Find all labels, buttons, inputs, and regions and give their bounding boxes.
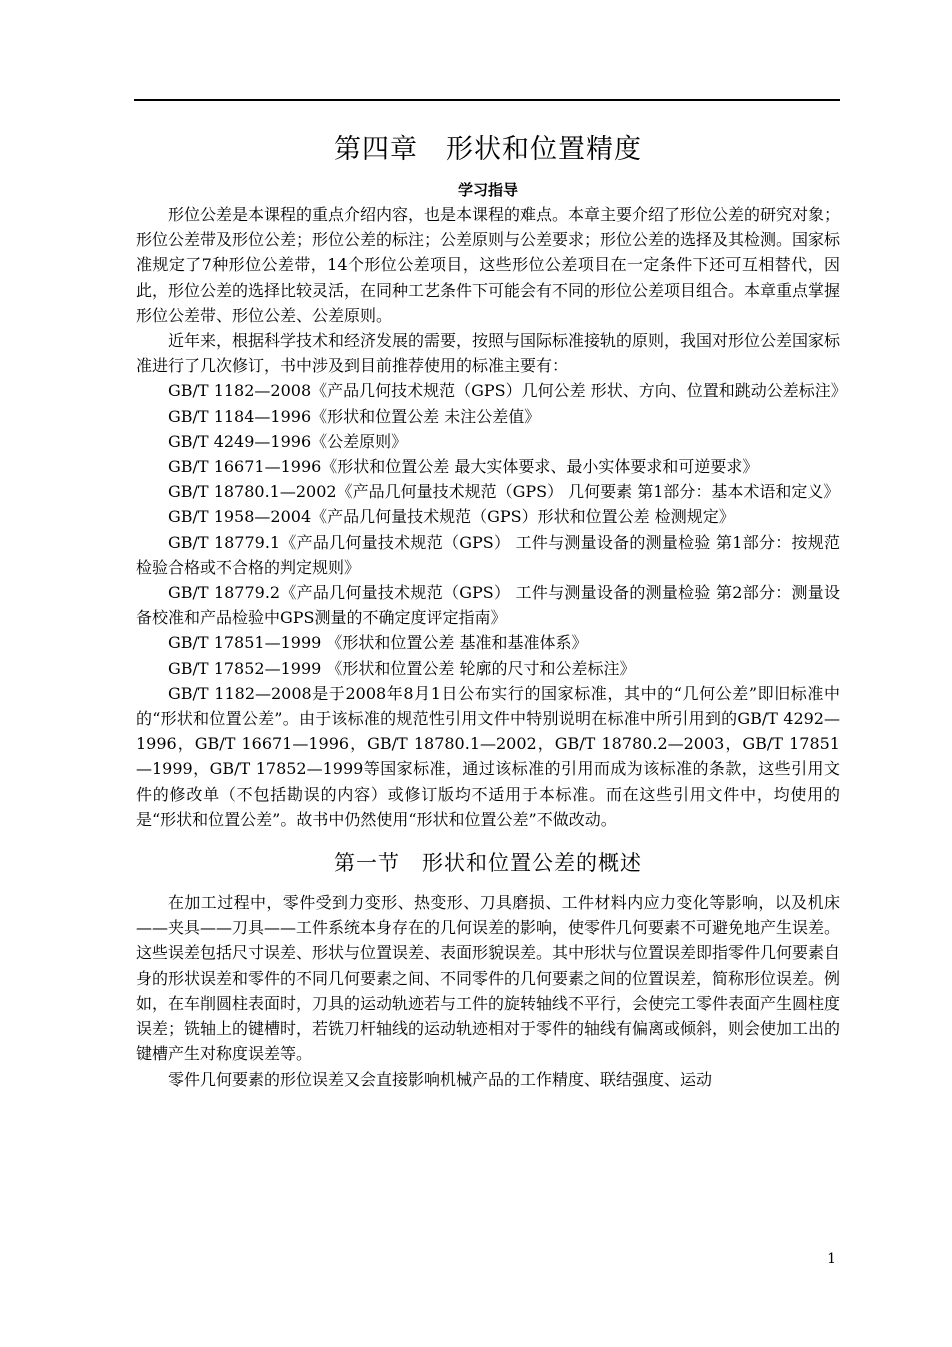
standard-item: GB/T 17851—1999 《形状和位置公差 基准和基准体系》 [168, 633, 588, 653]
header-rule [134, 99, 840, 101]
section-title: 第一节 形状和位置公差的概述 [334, 851, 642, 876]
standard-item: GB/T 1182—2008《产品几何技术规范（GPS）几何公差 形状、方向、位置和跳动公差标注》 [168, 381, 847, 401]
guide-paragraph: 形位公差是本课程的重点介绍内容，也是本课程的难点。本章主要介绍了形位公差的研究对象；形位公差带及形位公差；形位公差的标注；公差原则与公差要求；形位公差的选择及其检测。国家标准规定了7种形位公差带，14个形位公差项目，这些形位公差项目在一定条件下还可互相替代，因此，形位公差的选择比较灵活，在同种工艺条件下可能会有不同的形位公差项目组合。本章重点掌握形位公差带、形位公差、公差原则。 [136, 205, 841, 325]
standard-note-paragraph: GB/T 1182—2008是于2008年8月1日公布实行的国家标准，其中的“几何公差”即旧标准中的“形状和位置公差”。由于该标准的规范性引用文件中特别说明在标准中所引用到的GB/T 4292—1996，GB/T 16671—1996，GB/T 18780.1—2002，GB/T 18780.2—2003，GB/T 17851—1999，GB/T 17852—1999等国家标准，通过该标准的引用而成为该标准的条款，这些引用文件的修改单（不包括勘误的内容）或修订版均不适用于本标准。而在这些引用文件中，均使用的是“形状和位置公差”。故书中仍然使用“形状和位置公差”不做改动。 [136, 683, 840, 829]
section-paragraph: 零件几何要素的形位误差又会直接影响机械产品的工作精度、联结强度、运动 [168, 1069, 713, 1089]
chapter-title: 第四章 形状和位置精度 [334, 134, 642, 165]
standard-item: GB/T 1958—2004《产品几何量技术规范（GPS）形状和位置公差 检测规定》 [168, 507, 735, 527]
standard-item: GB/T 18779.2《产品几何量技术规范（GPS） 工件与测量设备的测量检验 第2部分：测量设备校准和产品检验中GPS测量的不确定度评定指南》 [136, 583, 840, 628]
page-content [136, 130, 847, 1092]
standard-item: GB/T 16671—1996《形状和位置公差 最大实体要求、最小实体要求和可逆要求》 [168, 457, 759, 477]
study-guide-heading: 学习指导 [457, 181, 518, 199]
standard-item: GB/T 1184—1996《形状和位置公差 未注公差值》 [168, 406, 541, 426]
standard-item: GB/T 18780.1—2002《产品几何量技术规范（GPS） 几何要素 第1部分：基本术语和定义》 [168, 482, 840, 502]
page-number: 1 [827, 1251, 836, 1267]
standard-item: GB/T 4249—1996《公差原则》 [168, 431, 408, 451]
standard-item: GB/T 17852—1999 《形状和位置公差 轮廓的尺寸和公差标注》 [168, 658, 636, 678]
standard-item: GB/T 18779.1《产品几何量技术规范（GPS） 工件与测量设备的测量检验 第1部分：按规范检验合格或不合格的判定规则》 [136, 532, 840, 577]
section-paragraph: 在加工过程中，零件受到力变形、热变形、刀具磨损、工件材料内应力变化等影响，以及机床——夹具——刀具——工件系统本身存在的几何误差的影响，使零件几何要素不可避免地产生误差。这些误差包括尺寸误差、形状与位置误差、表面形貌误差。其中形状与位置误差即指零件几何要素自身的形状误差和零件的不同几何要素之间、不同零件的几何要素之间的位置误差，简称形位误差。例如，在车削圆柱表面时，刀具的运动轨迹若与工件的旋转轴线不平行，会使完工零件表面产生圆柱度误差；铣轴上的键槽时，若铣刀杆轴线的运动轨迹相对于零件的轴线有偏离或倾斜，则会使加工出的键槽产生对称度误差等。 [136, 893, 841, 1064]
guide-paragraph: 近年来，根据科学技术和经济发展的需要，按照与国际标准接轨的原则，我国对形位公差国家标准进行了几次修订，书中涉及到目前推荐使用的标准主要有： [136, 331, 841, 376]
